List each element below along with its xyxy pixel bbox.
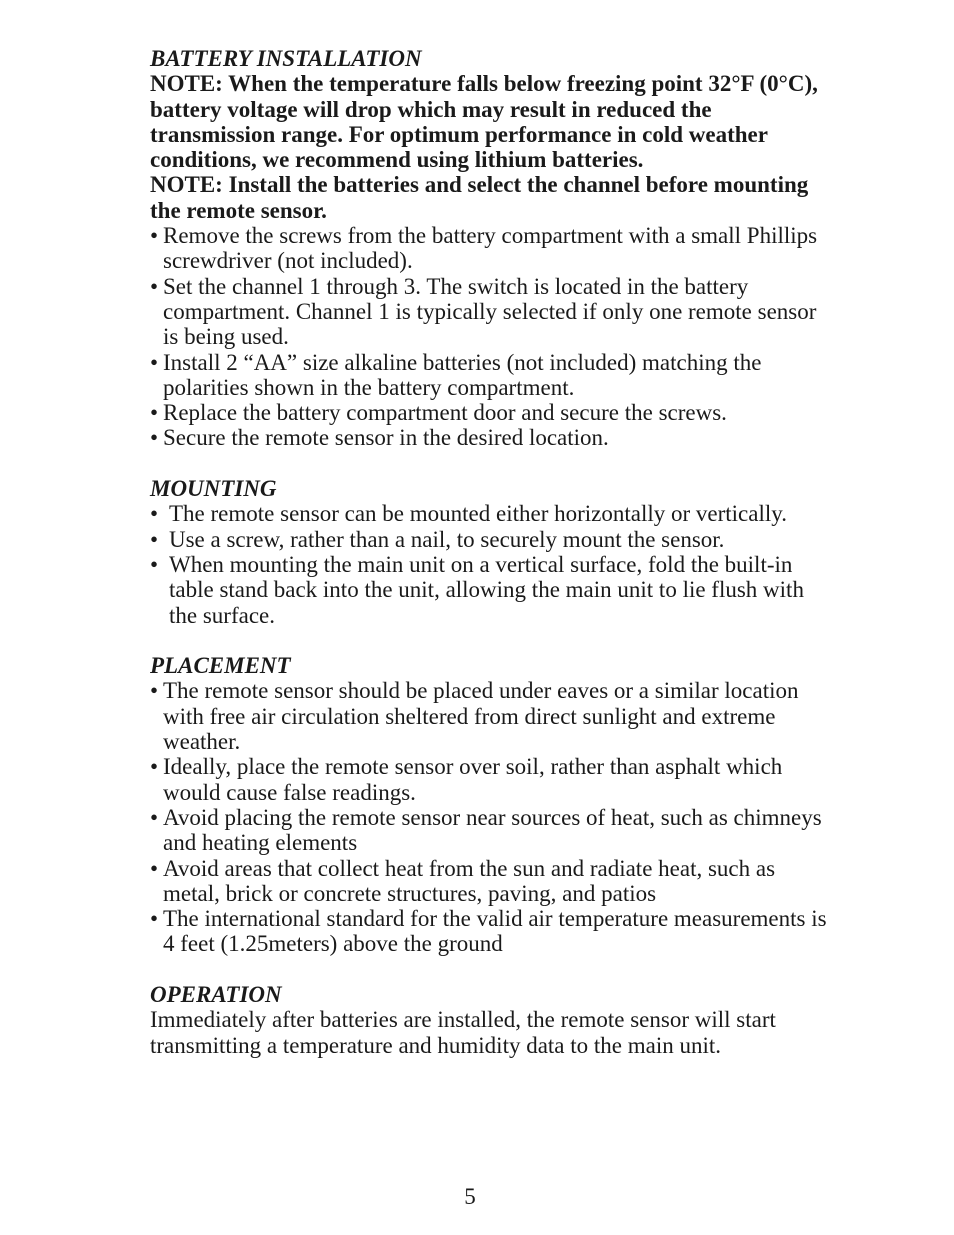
list-item	[150, 274, 830, 350]
placement-section	[150, 653, 830, 957]
list-item	[150, 906, 830, 957]
list-item-text: The remote sensor can be mounted either horizontally or vertically.	[169, 501, 788, 527]
operation-heading: OPERATION	[150, 981, 282, 1007]
list-item	[150, 552, 830, 628]
bullet-icon: •	[150, 526, 159, 552]
operation-body: Immediately after batteries are installed, the remote sensor will start transmitting a temperature and humidity data to the main unit.	[150, 1007, 776, 1058]
bullet-icon: •	[150, 273, 159, 299]
list-item	[150, 754, 830, 805]
section-spacer	[150, 957, 830, 982]
bullet-icon: •	[150, 678, 159, 704]
bullet-icon: •	[150, 349, 159, 375]
list-item-text: Set the channel 1 through 3. The switch is located in the battery compartment. Channel 1 is typically selected if only one remote sensor is being used.	[163, 273, 817, 350]
list-item-text: Avoid placing the remote sensor near sources of heat, such as chimneys and heating elements	[163, 804, 822, 856]
bullet-icon: •	[150, 551, 159, 577]
list-item-text: The international standard for the valid air temperature measurements is 4 feet (1.25meters) above the ground	[163, 906, 827, 957]
bullet-icon: •	[150, 400, 159, 426]
mounting-heading: MOUNTING	[150, 476, 277, 502]
cold-weather-note: NOTE: When the temperature falls below freezing point 32°F (0°C), battery voltage will drop which may result in reduced the transmission range. For optimum performance in cold weather conditions, we recommend using lithium batteries.	[150, 71, 818, 173]
list-item	[150, 678, 830, 754]
list-item-text: The remote sensor should be placed under eaves or a similar location with free air circulation sheltered from direct sunlight and extreme weather.	[163, 678, 799, 755]
bullet-icon: •	[150, 501, 159, 527]
list-item-text: Install 2 “AA” size alkaline batteries (not included) matching the polarities shown in the battery compartment.	[163, 349, 762, 400]
list-item	[150, 350, 830, 401]
list-item-text: When mounting the main unit on a vertical surface, fold the built-in table stand back into the unit, allowing the main unit to lie flush with the surface.	[169, 551, 804, 628]
battery-section	[150, 46, 830, 451]
list-item	[150, 856, 830, 907]
mounting-list	[150, 501, 830, 627]
mounting-section	[150, 476, 830, 628]
placement-list	[150, 678, 830, 956]
bullet-icon: •	[150, 906, 159, 932]
list-item-text: Use a screw, rather than a nail, to securely mount the sensor.	[169, 526, 725, 552]
list-item	[150, 527, 830, 552]
list-item	[150, 805, 830, 856]
bullet-icon: •	[150, 804, 159, 830]
section-spacer	[150, 628, 830, 653]
bullet-icon: •	[150, 855, 159, 881]
list-item-text: Secure the remote sensor in the desired location.	[163, 425, 609, 451]
list-item-text: Remove the screws from the battery compartment with a small Phillips screwdriver (not included).	[163, 223, 818, 274]
list-item	[150, 425, 830, 450]
placement-heading: PLACEMENT	[150, 653, 291, 679]
list-item-text: Ideally, place the remote sensor over soil, rather than asphalt which would cause false readings.	[163, 754, 783, 805]
bullet-icon: •	[150, 425, 159, 451]
page-content	[150, 46, 830, 1058]
list-item-text: Avoid areas that collect heat from the sun and radiate heat, such as metal, brick or concrete structures, paving, and patios	[163, 855, 776, 906]
section-spacer	[150, 451, 830, 476]
battery-steps-list	[150, 223, 830, 451]
operation-section	[150, 982, 830, 1058]
install-before-mounting-note: NOTE: Install the batteries and select the channel before mounting the remote sensor.	[150, 172, 809, 223]
list-item	[150, 400, 830, 425]
battery-installation-heading: BATTERY INSTALLATION	[150, 46, 422, 71]
list-item-text: Replace the battery compartment door and secure the screws.	[163, 400, 727, 426]
list-item	[150, 501, 830, 526]
bullet-icon: •	[150, 223, 159, 249]
page-number: 5	[464, 1184, 476, 1209]
list-item	[150, 223, 830, 274]
bullet-icon: •	[150, 754, 159, 780]
